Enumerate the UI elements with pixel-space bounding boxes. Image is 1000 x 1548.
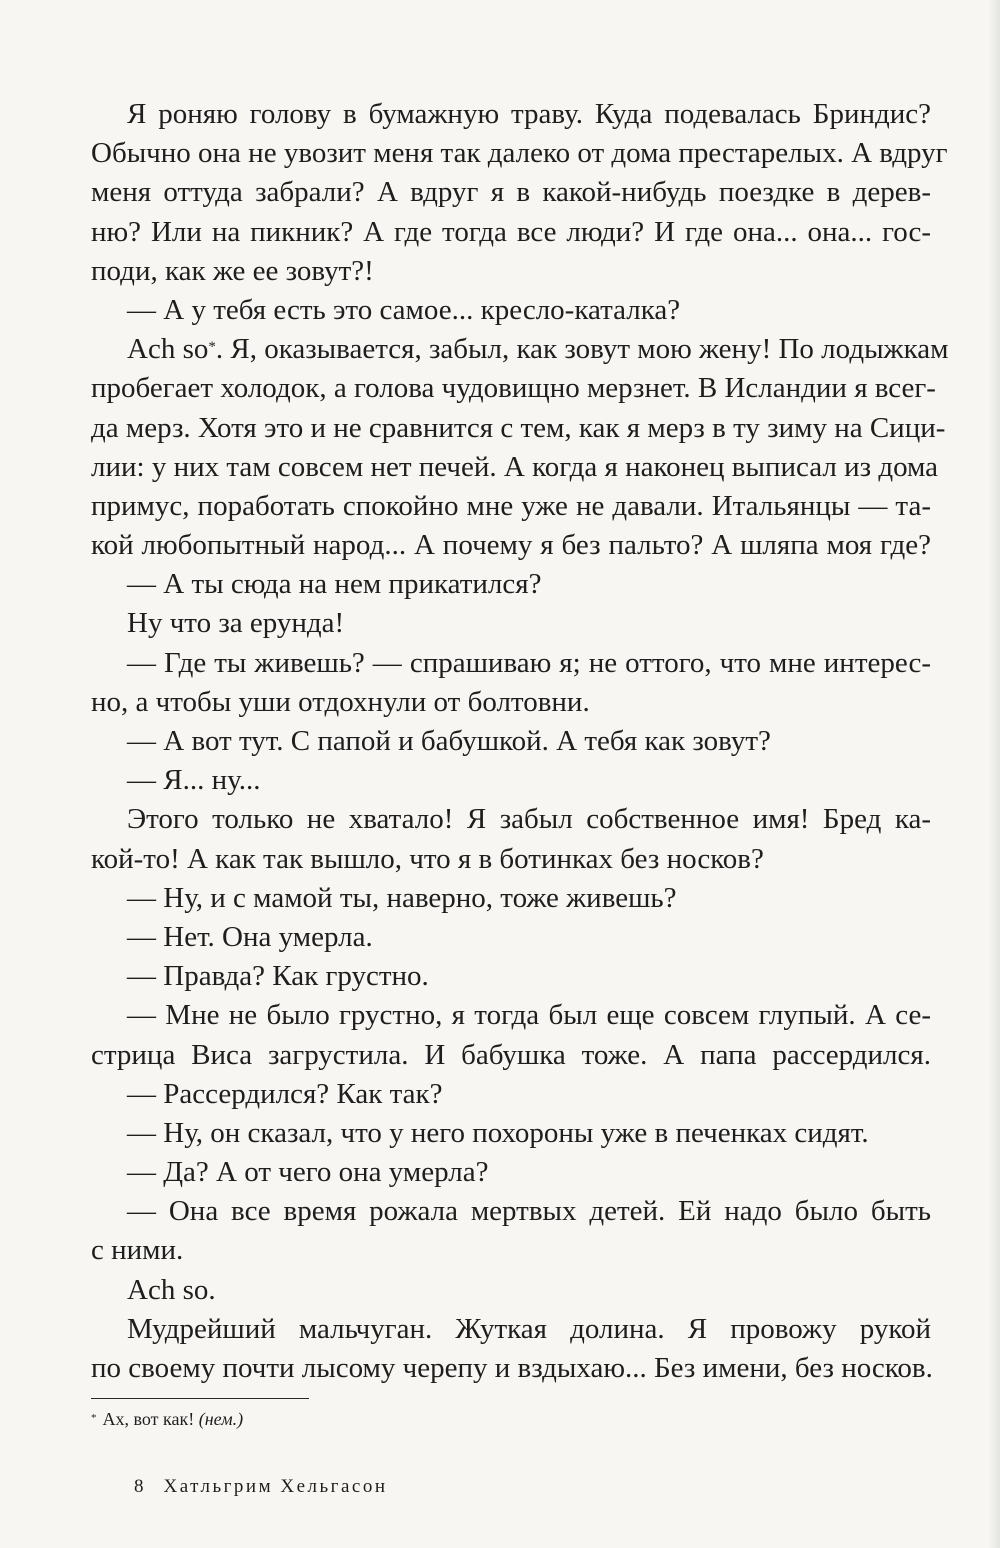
text-line: Ну что за ерунда! bbox=[127, 607, 345, 640]
footnote-language-note: (нем.) bbox=[198, 1409, 244, 1429]
text-line bbox=[91, 330, 949, 369]
text-line: по своему почти лысому черепу и вздыхаю... Без имени, без носков. bbox=[91, 1352, 933, 1384]
text-line: лии: у них там совсем нет печей. А когда я наконец выписал из дома bbox=[91, 450, 939, 483]
text-line: но, а чтобы уши отдохнули от болтовни. bbox=[91, 685, 590, 718]
page-number: 8 bbox=[134, 1476, 144, 1497]
text-line: Этого только не хватало! Я забыл собственное имя! Бред ка- bbox=[127, 803, 931, 836]
text-line: Ach so. bbox=[127, 1273, 216, 1306]
text-line: — Рассердился? Как так? bbox=[127, 1077, 443, 1110]
footnote-text: Ах, вот как! bbox=[102, 1409, 195, 1429]
text-line: — Нет. Она умерла. bbox=[127, 920, 373, 953]
text-line-rest: . Я, оказывается, забыл, как зовут мою жену! По лодыжкам bbox=[215, 333, 949, 366]
text-line: да мерз. Хотя это и не сравнится с тем, как я мерз в ту зиму на Сици- bbox=[91, 411, 946, 444]
text-line: — Правда? Как грустно. bbox=[127, 960, 429, 993]
text-line: ню? Или на пикник? А где тогда все люди? И где она... она... гос- bbox=[91, 215, 931, 248]
text-line: меня оттуда забрали? А вдруг я в какой-нибудь поездке в дерев- bbox=[91, 176, 931, 209]
text-line: Обычно она не увозит меня так далеко от дома престарелых. А вдруг bbox=[91, 137, 948, 170]
text-line: кой любопытный народ... А почему я без пальто? А шляпа моя где? bbox=[91, 529, 931, 562]
footnote-mark: * bbox=[91, 1412, 97, 1424]
text-line: — Она все время рожала мертвых детей. Ей надо было быть bbox=[127, 1195, 931, 1228]
text-line: — Я... ну... bbox=[127, 764, 261, 797]
text-line: кой-то! А как так вышло, что я в ботинках без носков? bbox=[91, 842, 764, 875]
page-edge-shadow bbox=[988, 0, 1000, 1548]
running-footer bbox=[134, 1476, 388, 1498]
body-text bbox=[91, 95, 949, 1388]
text-line: — А у тебя есть это самое... кресло-каталка? bbox=[127, 293, 681, 326]
text-line: поди, как же ее зовут?! bbox=[91, 254, 374, 287]
text-line: Я роняю голову в бумажную траву. Куда подевалась Бриндис? bbox=[127, 98, 931, 130]
text-line: Мудрейший мальчуган. Жуткая долина. Я провожу рукой bbox=[127, 1312, 931, 1345]
text-line: — А вот тут. С папой и бабушкой. А тебя как зовут? bbox=[127, 725, 771, 757]
text-line: стрица Виса загрустила. И бабушка тоже. А папа рассердился. bbox=[91, 1038, 931, 1071]
text-line: — Да? А от чего она умерла? bbox=[127, 1156, 489, 1189]
footnote bbox=[91, 1407, 243, 1431]
text-line: — Где ты живешь? — спрашиваю я; не оттого, что мне интерес- bbox=[127, 646, 931, 679]
text-line: примус, поработать спокойно мне уже не давали. Итальянцы — та- bbox=[91, 489, 931, 522]
text-line: пробегает холодок, а голова чудовищно мерзнет. В Исландии я всег- bbox=[91, 372, 936, 405]
footnote-rule bbox=[91, 1398, 309, 1399]
footnote-reference: * bbox=[208, 339, 216, 356]
running-footer-author: Хатльгрим Хельгасон bbox=[163, 1476, 388, 1497]
text-line: — Ну, он сказал, что у него похороны уже в печенках сидят. bbox=[127, 1116, 869, 1149]
text-line: с ними. bbox=[91, 1234, 184, 1267]
text-line-start: Ach so bbox=[127, 333, 209, 366]
text-line: — Мне не было грустно, я тогда был еще совсем глупый. А се- bbox=[127, 999, 931, 1032]
text-line: — А ты сюда на нем прикатился? bbox=[127, 568, 542, 601]
text-line: — Ну, и с мамой ты, наверно, тоже живешь? bbox=[127, 881, 677, 914]
